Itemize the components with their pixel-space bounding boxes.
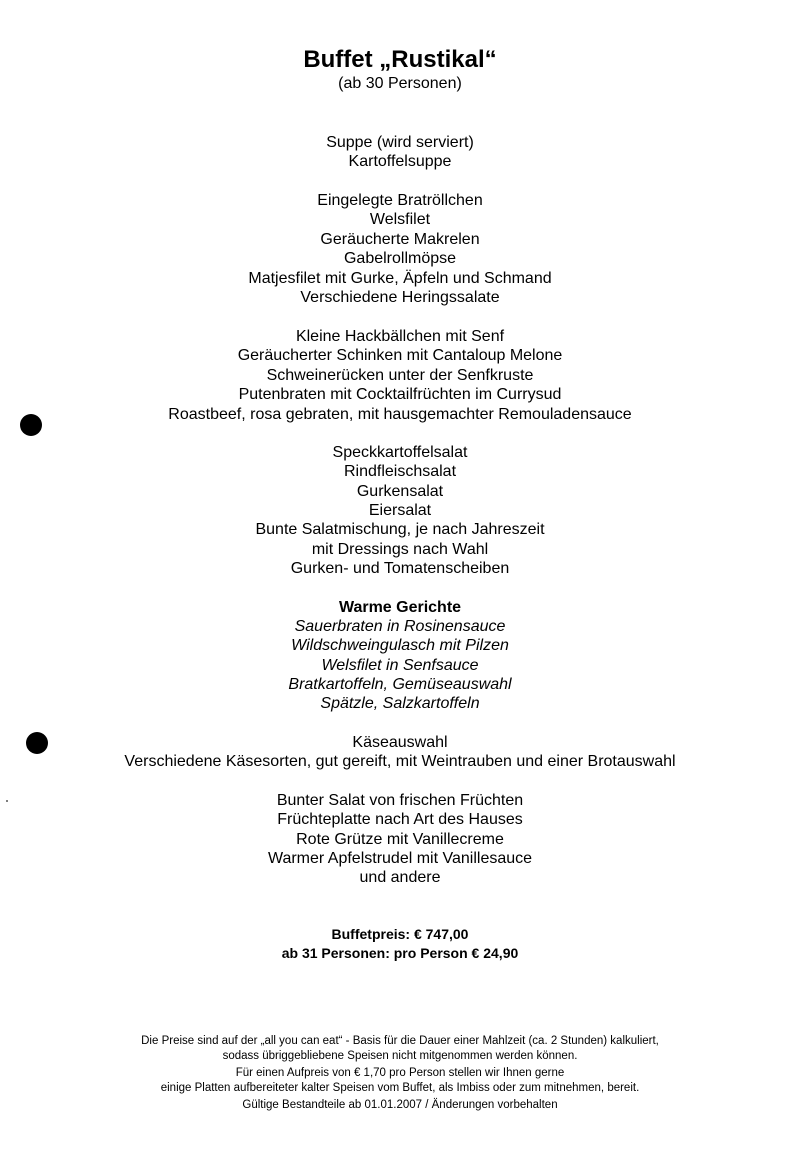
fish-item: Gabelrollmöpse (343, 250, 457, 267)
footer-note: Die Preise sind auf der „all you can eat“ - Basis für die Dauer einer Mahlzeit (ca. 2 Stunden) kalkuliert, (141, 1035, 659, 1047)
meat-item: Putenbraten mit Cocktailfrüchten im Currysud (238, 386, 562, 403)
salad-item: Eiersalat (368, 502, 432, 519)
meat-item: Roastbeef, rosa gebraten, mit hausgemachter Remouladensauce (168, 406, 632, 423)
fish-item: Verschiedene Heringssalate (300, 289, 500, 306)
per-person-price: ab 31 Personen: pro Person € 24,90 (281, 945, 519, 961)
warm-item: Bratkartoffeln, Gemüseauswahl (288, 676, 512, 693)
soup-heading: Suppe (wird serviert) (326, 134, 474, 151)
cheese-heading: Käseauswahl (352, 734, 448, 751)
dessert-item: und andere (359, 869, 441, 886)
dessert-item: Bunter Salat von frischen Früchten (276, 792, 524, 809)
menu-subtitle: (ab 30 Personen) (338, 75, 462, 92)
fish-item: Matjesfilet mit Gurke, Äpfeln und Schmand (248, 270, 552, 287)
dessert-item: Rote Grütze mit Vanillecreme (296, 831, 504, 848)
meat-item: Geräucherter Schinken mit Cantaloup Melone (237, 347, 563, 364)
footer-note: einige Platten aufbereiteter kalter Speisen vom Buffet, als Imbiss oder zum mitnehmen, bereit. (160, 1082, 640, 1094)
salad-item: Gurkensalat (356, 483, 444, 500)
salad-item: Gurken- und Tomatenscheiben (290, 560, 510, 577)
fish-item: Geräucherte Makrelen (320, 231, 480, 248)
dessert-item: Früchteplatte nach Art des Hauses (277, 811, 523, 828)
warm-item: Sauerbraten in Rosinensauce (294, 618, 506, 635)
meat-item: Kleine Hackbällchen mit Senf (295, 328, 505, 345)
salad-item: Rindfleischsalat (343, 463, 457, 480)
dessert-item: Warmer Apfelstrudel mit Vanillesauce (267, 850, 533, 867)
footer-validity: Gültige Bestandteile ab 01.01.2007 / Änderungen vorbehalten (242, 1099, 558, 1111)
cheese-item: Verschiedene Käsesorten, gut gereift, mit Weintrauben und einer Brotauswahl (124, 753, 676, 770)
fish-item: Welsfilet (369, 211, 431, 228)
warm-item: Welsfilet in Senfsauce (321, 657, 479, 674)
warm-heading: Warme Gerichte (338, 599, 462, 616)
salad-item: Bunte Salatmischung, je nach Jahreszeit (255, 521, 545, 538)
meat-item: Schweinerücken unter der Senfkruste (266, 367, 534, 384)
buffet-price: Buffetpreis: € 747,00 (331, 926, 469, 942)
fish-item: Eingelegte Bratröllchen (317, 192, 483, 209)
warm-item: Spätzle, Salzkartoffeln (320, 695, 480, 712)
salad-item: Speckkartoffelsalat (332, 444, 468, 461)
warm-item: Wildschweingulasch mit Pilzen (291, 637, 509, 654)
menu-title: Buffet „Rustikal“ (303, 46, 497, 73)
salad-item: mit Dressings nach Wahl (311, 541, 489, 558)
footer-note: Für einen Aufpreis von € 1,70 pro Person stellen wir Ihnen gerne (235, 1067, 565, 1079)
soup-item: Kartoffelsuppe (348, 153, 452, 170)
footer-note: sodass übriggebliebene Speisen nicht mitgenommen werden können. (222, 1050, 578, 1062)
